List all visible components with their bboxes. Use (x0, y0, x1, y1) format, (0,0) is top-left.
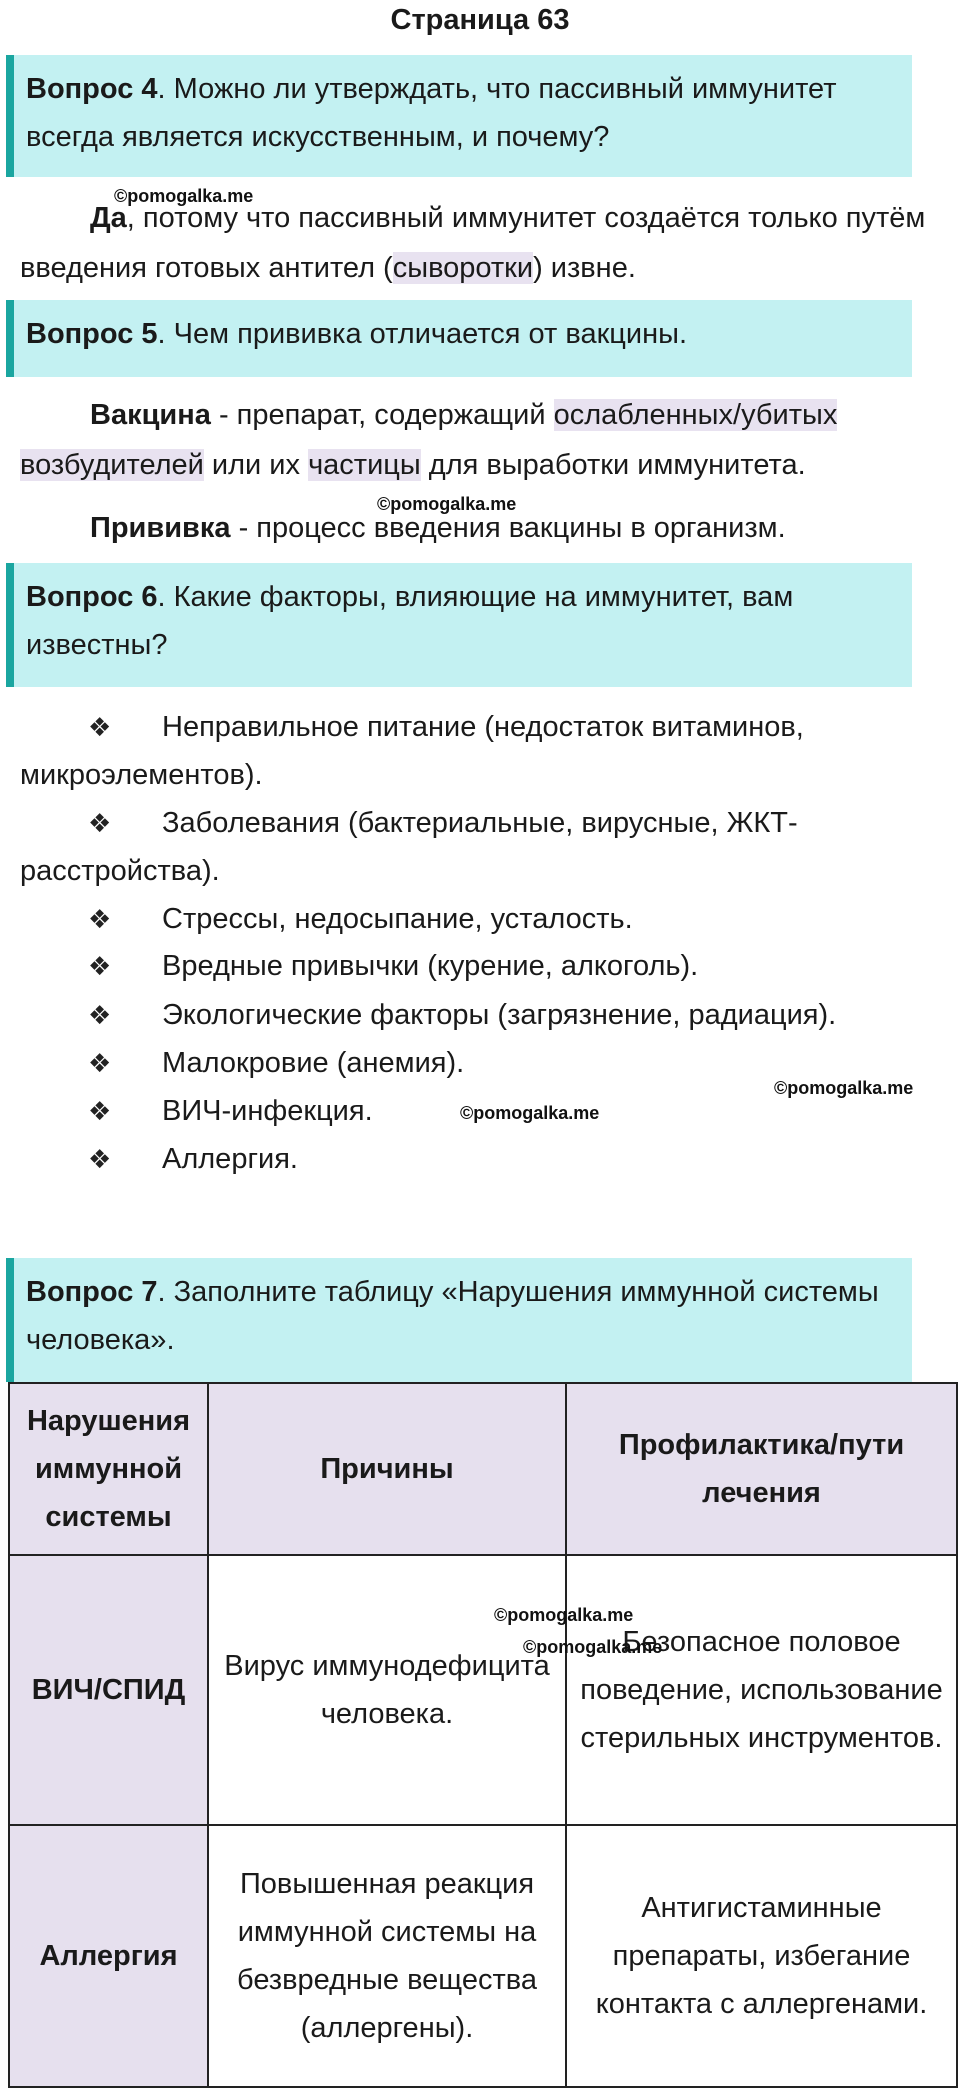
table-row (9, 1555, 957, 1825)
diamond-bullet-icon: ❖ (88, 1096, 112, 1126)
watermark: ©pomogalka.me (377, 494, 517, 514)
answer-4: Да, потому что пассивный иммунитет создаётся только путём введения готовых антител (сыворотки) извне. (20, 202, 926, 284)
highlight-term: частицы (308, 449, 421, 481)
table-cell-cause: Повышенная реакция иммунной системы на безвредные вещества (аллергены). (208, 1825, 566, 2087)
diamond-bullet-icon: ❖ (88, 904, 112, 934)
highlight-term: ослабленных/убитых возбудителей (20, 399, 838, 481)
list-item: ❖ Стрессы, недосыпание, усталость. (20, 895, 940, 943)
list-item: ❖ Неправильное питание (недостаток витаминов, микроэлементов). (20, 703, 940, 799)
list-item: ❖ ВИЧ-инфекция. (20, 1087, 940, 1135)
question-5-label: Вопрос 5 (26, 318, 158, 350)
table-cell-disorder: ВИЧ/СПИД (9, 1555, 208, 1825)
table-cell-cause: Вирус иммунодефицита человека. (208, 1555, 566, 1825)
list-item: ❖ Экологические факторы (загрязнение, радиация). (20, 991, 940, 1039)
diamond-bullet-icon: ❖ (88, 808, 112, 838)
diamond-bullet-icon: ❖ (88, 951, 112, 981)
watermark: ©pomogalka.me (774, 1078, 914, 1098)
diamond-bullet-icon: ❖ (88, 1000, 112, 1030)
question-7-text: . Заполните таблицу «Нарушения иммунной системы человека». (26, 1276, 879, 1356)
table-cell-prevention: Безопасное половое поведение, использование стерильных инструментов. (566, 1555, 957, 1825)
watermark: ©pomogalka.me (494, 1605, 634, 1625)
question-6-box (6, 563, 912, 687)
question-5-box (6, 300, 912, 377)
diamond-bullet-icon: ❖ (88, 1048, 112, 1078)
table-header-disorders: Нарушения иммунной системы (9, 1383, 208, 1555)
watermark: ©pomogalka.me (460, 1103, 600, 1123)
table-cell-prevention: Антигистаминные препараты, избегание контакта с аллергенами. (566, 1825, 957, 2087)
list-item: ❖ Вредные привычки (курение, алкоголь). (20, 942, 940, 990)
vaccination-term: Прививка (90, 512, 231, 544)
diamond-bullet-icon: ❖ (88, 1144, 112, 1174)
watermark: ©pomogalka.me (114, 186, 254, 206)
question-5-text: . Чем прививка отличается от вакцины. (157, 318, 687, 350)
question-6-label: Вопрос 6 (26, 581, 158, 613)
page-title: Страница 63 (390, 4, 570, 36)
question-4-text: . Можно ли утверждать, что пассивный иммунитет всегда является искусственным, и почему? (26, 73, 837, 153)
question-6-text: . Какие факторы, влияющие на иммунитет, вам известны? (26, 581, 794, 661)
question-4-label: Вопрос 4 (26, 73, 158, 105)
question-4-box (6, 55, 912, 177)
highlight-term: сыворотки (392, 252, 534, 284)
table-header-prevention: Профилактика/пути лечения (566, 1383, 957, 1555)
table-row (9, 1825, 957, 2087)
answer-4-bold: Да (90, 202, 127, 234)
list-item: ❖ Аллергия. (20, 1135, 940, 1183)
immune-disorders-table (8, 1382, 958, 2088)
diamond-bullet-icon: ❖ (88, 712, 112, 742)
list-item: ❖ Малокровие (анемия). (20, 1039, 940, 1087)
table-header-causes: Причины (208, 1383, 566, 1555)
watermark: ©pomogalka.me (523, 1637, 663, 1657)
question-7-box (6, 1258, 912, 1382)
answer-5-vaccination: Прививка - процесс введения вакцины в организм. (90, 512, 786, 544)
vaccine-term: Вакцина (90, 399, 211, 431)
answer-5-vaccine: Вакцина - препарат, содержащий ослабленных/убитых возбудителей или их частицы для выработки иммунитета. (20, 399, 838, 481)
list-item: ❖ Заболевания (бактериальные, вирусные, ЖКТ-расстройства). (20, 799, 940, 895)
table-cell-disorder: Аллергия (9, 1825, 208, 2087)
question-7-label: Вопрос 7 (26, 1276, 158, 1308)
